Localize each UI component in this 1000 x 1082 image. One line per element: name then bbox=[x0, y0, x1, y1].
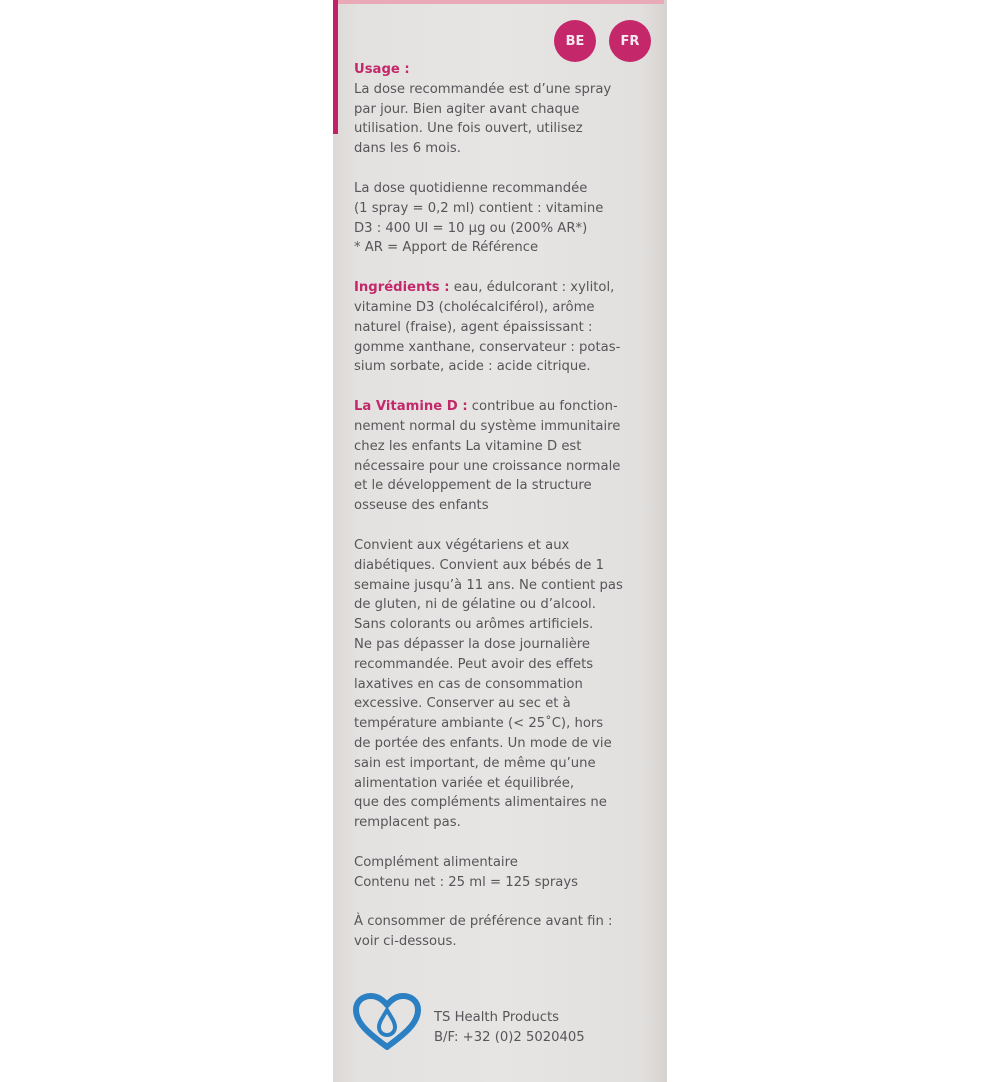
vitamin-d-line: nement normal du système immunitaire bbox=[354, 418, 621, 434]
ingredients-first-line bbox=[354, 278, 654, 298]
country-badge-fr: FR bbox=[609, 20, 651, 62]
usage-line: La dose recommandée est d’une spray bbox=[354, 81, 612, 97]
usage-heading: Usage : bbox=[354, 62, 410, 77]
notes-line: que des compléments alimentaires ne bbox=[354, 795, 607, 811]
notes-line: diabétiques. Convient aux bébés de 1 bbox=[354, 557, 605, 573]
vitamin-d-line: et le développement de la structure bbox=[354, 478, 592, 494]
notes-line: excessive. Conserver au sec et à bbox=[354, 696, 571, 712]
ingredients-line: gomme xanthane, conservateur : potas- bbox=[354, 339, 621, 355]
usage-line: dans les 6 mois. bbox=[354, 141, 461, 157]
ingredients-line: vitamine D3 (cholécalciférol), arôme bbox=[354, 299, 595, 315]
vitamin-d-first-line bbox=[354, 397, 654, 417]
country-badge-be: BE bbox=[554, 20, 596, 62]
ingredients-heading: Ingrédients : bbox=[354, 280, 450, 296]
best-before-line: À consommer de préférence avant fin : bbox=[354, 914, 613, 930]
notes-line: Sans colorants ou arômes artificiels. bbox=[354, 617, 594, 633]
ingredients-line: naturel (fraise), agent épaississant : bbox=[354, 319, 593, 335]
label-text bbox=[354, 60, 654, 952]
product-line: Contenu net : 25 ml = 125 sprays bbox=[354, 874, 578, 890]
dose-line: La dose quotidienne recommandée bbox=[354, 180, 588, 196]
usage-line: par jour. Bien agiter avant chaque bbox=[354, 101, 580, 117]
box-right-edge bbox=[664, 0, 667, 1082]
notes-line: de gluten, ni de gélatine ou d’alcool. bbox=[354, 597, 596, 613]
usage-line: utilisation. Une fois ouvert, utilisez bbox=[354, 121, 583, 137]
notes-line: Ne pas dépasser la dose journalière bbox=[354, 636, 591, 652]
dose-line: D3 : 400 UI = 10 µg ou (200% AR*) bbox=[354, 220, 588, 236]
vitamin-d-first-text: contribue au fonction- bbox=[467, 399, 618, 415]
notes-line: laxatives en cas de consommation bbox=[354, 676, 583, 692]
notes-line: de portée des enfants. Un mode de vie bbox=[354, 735, 612, 751]
vitamin-d-line: osseuse des enfants bbox=[354, 498, 489, 514]
company-info bbox=[434, 1008, 585, 1048]
notes-line: recommandée. Peut avoir des effets bbox=[354, 656, 594, 672]
ingredients-line: sium sorbate, acide : acide citrique. bbox=[354, 359, 591, 375]
notes-line: semaine jusqu’à 11 ans. Ne contient pas bbox=[354, 577, 623, 593]
notes-line: température ambiante (< 25˚C), hors bbox=[354, 716, 604, 732]
product-line: Complément alimentaire bbox=[354, 854, 518, 870]
notes-line: alimentation variée et équilibrée, bbox=[354, 775, 575, 791]
heart-drop-logo-icon bbox=[352, 993, 422, 1051]
dose-line: (1 spray = 0,2 ml) contient : vitamine bbox=[354, 200, 604, 216]
best-before-line: voir ci-dessous. bbox=[354, 934, 457, 950]
company-phone: B/F: +32 (0)2 5020405 bbox=[434, 1029, 585, 1045]
box-top-edge bbox=[333, 0, 667, 4]
vitamin-d-line: chez les enfants La vitamine D est bbox=[354, 438, 582, 454]
ingredients-first-text: eau, édulcorant : xylitol, bbox=[449, 280, 615, 296]
vitamin-d-line: nécessaire pour une croissance normale bbox=[354, 458, 621, 474]
company-name: TS Health Products bbox=[434, 1010, 560, 1025]
notes-line: Convient aux végétariens et aux bbox=[354, 537, 570, 553]
notes-line: sain est important, de même qu’une bbox=[354, 755, 596, 771]
notes-line: remplacent pas. bbox=[354, 815, 461, 831]
vitamin-d-heading: La Vitamine D : bbox=[354, 399, 468, 415]
dose-line: * AR = Apport de Référence bbox=[354, 240, 539, 256]
accent-stripe bbox=[333, 0, 338, 134]
